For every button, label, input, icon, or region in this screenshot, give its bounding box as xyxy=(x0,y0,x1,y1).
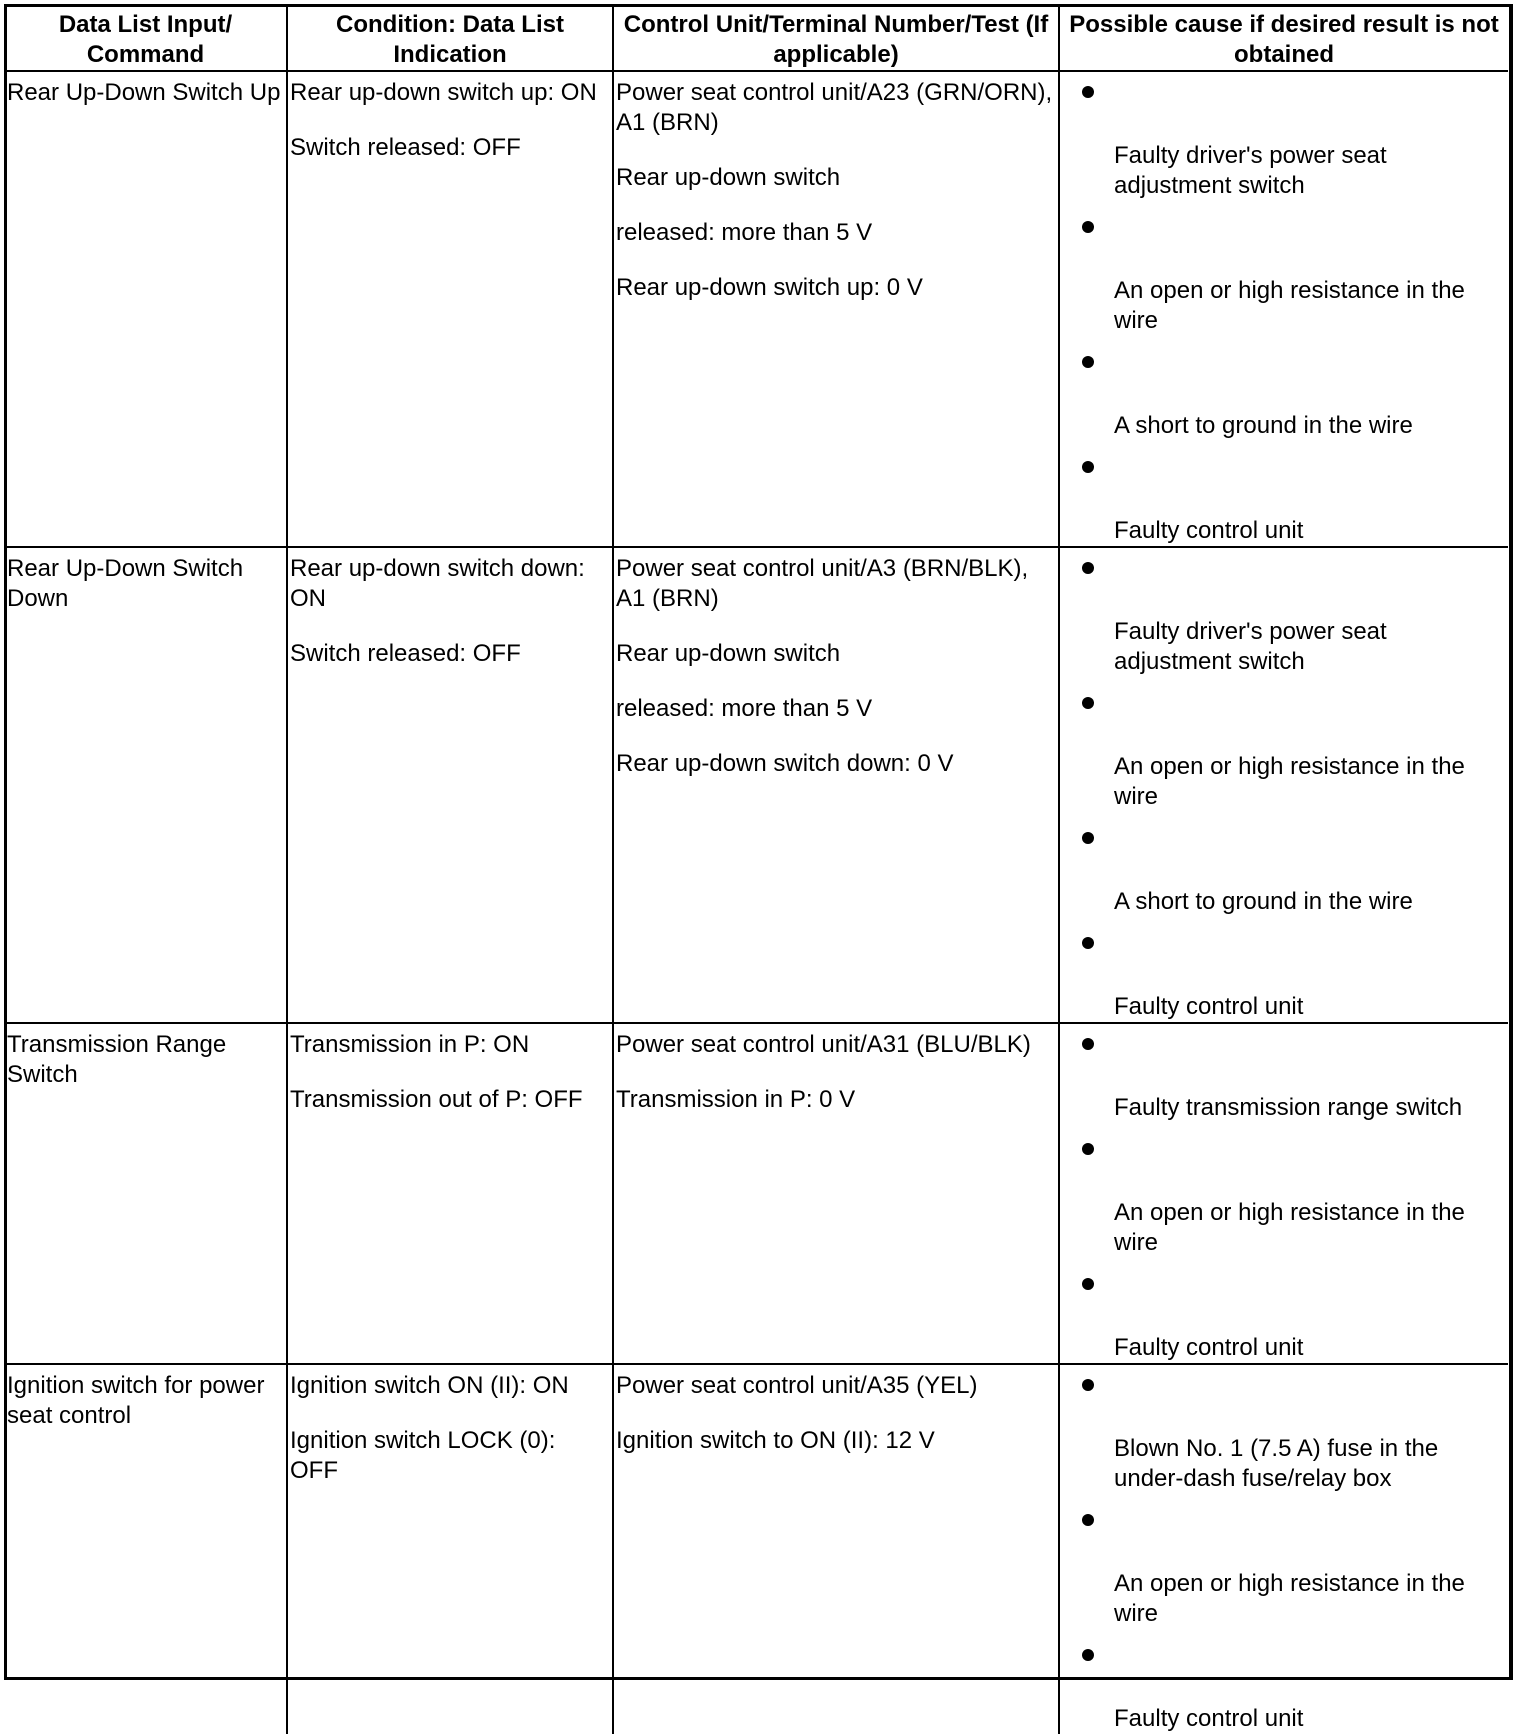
condition-text: Rear up-down switch up: ON xyxy=(290,79,597,106)
test-text: released: more than 5 V xyxy=(616,219,873,246)
test-text: Power seat control unit/A3 (BRN/BLK), A1 (BRN) xyxy=(616,555,1029,612)
cause-list xyxy=(1062,562,1506,1022)
bullet-icon xyxy=(1082,562,1094,574)
cause-list xyxy=(1062,1379,1506,1734)
bullet-icon xyxy=(1082,697,1094,709)
condition-text: Ignition switch LOCK (0): OFF xyxy=(290,1427,556,1484)
list-item xyxy=(1062,1514,1506,1629)
cause-text: Faulty driver's power seat adjustment switch xyxy=(1114,142,1387,199)
cause-cell xyxy=(1059,1364,1508,1734)
table-row xyxy=(5,547,1508,1023)
condition-cell xyxy=(287,1023,613,1364)
test-text: released: more than 5 V xyxy=(616,695,873,722)
cause-text: Faulty control unit xyxy=(1114,1705,1304,1732)
list-item xyxy=(1062,937,1506,1022)
input-cell xyxy=(5,71,287,547)
cause-text: A short to ground in the wire xyxy=(1114,888,1413,915)
bullet-icon xyxy=(1082,832,1094,844)
test-cell xyxy=(613,1023,1059,1364)
bullet-icon xyxy=(1082,1278,1094,1290)
condition-text: Switch released: OFF xyxy=(290,640,521,667)
header-row xyxy=(5,6,1508,71)
test-text: Rear up-down switch up: 0 V xyxy=(616,274,923,301)
input-cell xyxy=(5,547,287,1023)
list-item xyxy=(1062,1379,1506,1494)
test-text: Transmission in P: 0 V xyxy=(616,1086,856,1113)
input-cell xyxy=(5,1364,287,1734)
cause-cell xyxy=(1059,1023,1508,1364)
condition-text: Switch released: OFF xyxy=(290,134,521,161)
cause-text: Faulty control unit xyxy=(1114,517,1304,544)
test-text: Rear up-down switch xyxy=(616,640,841,667)
header-input: Data List Input/ Command xyxy=(5,6,287,71)
diagnostic-table xyxy=(5,6,1508,1734)
list-item xyxy=(1062,356,1506,441)
table-row xyxy=(5,71,1508,547)
list-item xyxy=(1062,832,1506,917)
table-row xyxy=(5,1023,1508,1364)
bullet-icon xyxy=(1082,1143,1094,1155)
test-cell xyxy=(613,547,1059,1023)
test-cell xyxy=(613,1364,1059,1734)
list-item xyxy=(1062,1649,1506,1734)
cause-text: Faulty transmission range switch xyxy=(1114,1094,1463,1121)
cause-text: An open or high resistance in the wire xyxy=(1114,1199,1465,1256)
condition-cell xyxy=(287,547,613,1023)
list-item xyxy=(1062,562,1506,677)
condition-text: Ignition switch ON (II): ON xyxy=(290,1372,569,1399)
cause-cell xyxy=(1059,547,1508,1023)
list-item xyxy=(1062,1143,1506,1258)
bullet-icon xyxy=(1082,1038,1094,1050)
condition-cell xyxy=(287,1364,613,1734)
cause-text: An open or high resistance in the wire xyxy=(1114,1570,1465,1627)
bullet-icon xyxy=(1082,937,1094,949)
bullet-icon xyxy=(1082,221,1094,233)
cause-text: An open or high resistance in the wire xyxy=(1114,277,1465,334)
input-cell xyxy=(5,1023,287,1364)
condition-text: Rear up-down switch down: ON xyxy=(290,555,585,612)
input-text: Rear Up-Down Switch Down xyxy=(7,555,244,612)
cause-text: Faulty control unit xyxy=(1114,1334,1304,1361)
bullet-icon xyxy=(1082,461,1094,473)
list-item xyxy=(1062,1278,1506,1363)
test-text: Power seat control unit/A35 (YEL) xyxy=(616,1372,978,1399)
test-text: Power seat control unit/A31 (BLU/BLK) xyxy=(616,1031,1031,1058)
list-item xyxy=(1062,1038,1506,1123)
cause-list xyxy=(1062,1038,1506,1363)
table-row xyxy=(5,1364,1508,1734)
cause-text: A short to ground in the wire xyxy=(1114,412,1413,439)
test-text: Rear up-down switch down: 0 V xyxy=(616,750,954,777)
list-item xyxy=(1062,461,1506,546)
cause-cell xyxy=(1059,71,1508,547)
cause-text: Faulty control unit xyxy=(1114,993,1304,1020)
header-cause: Possible cause if desired result is not obtained xyxy=(1059,6,1508,71)
header-condition: Condition: Data List Indication xyxy=(287,6,613,71)
bullet-icon xyxy=(1082,1379,1094,1391)
bullet-icon xyxy=(1082,1649,1094,1661)
condition-text: Transmission in P: ON xyxy=(290,1031,530,1058)
cause-text: Faulty driver's power seat adjustment switch xyxy=(1114,618,1387,675)
condition-text: Transmission out of P: OFF xyxy=(290,1086,583,1113)
cause-text: An open or high resistance in the wire xyxy=(1114,753,1465,810)
header-test: Control Unit/Terminal Number/Test (If applicable) xyxy=(613,6,1059,71)
input-text: Ignition switch for power seat control xyxy=(7,1372,265,1429)
bullet-icon xyxy=(1082,1514,1094,1526)
input-text: Rear Up-Down Switch Up xyxy=(7,79,281,106)
test-text: Ignition switch to ON (II): 12 V xyxy=(616,1427,935,1454)
condition-cell xyxy=(287,71,613,547)
cause-list xyxy=(1062,86,1506,546)
test-text: Power seat control unit/A23 (GRN/ORN), A1 (BRN) xyxy=(616,79,1053,136)
bullet-icon xyxy=(1082,356,1094,368)
input-text: Transmission Range Switch xyxy=(7,1031,227,1088)
list-item xyxy=(1062,86,1506,201)
list-item xyxy=(1062,697,1506,812)
list-item xyxy=(1062,221,1506,336)
bullet-icon xyxy=(1082,86,1094,98)
test-cell xyxy=(613,71,1059,547)
test-text: Rear up-down switch xyxy=(616,164,841,191)
cause-text: Blown No. 1 (7.5 A) fuse in the under-dash fuse/relay box xyxy=(1114,1435,1439,1492)
